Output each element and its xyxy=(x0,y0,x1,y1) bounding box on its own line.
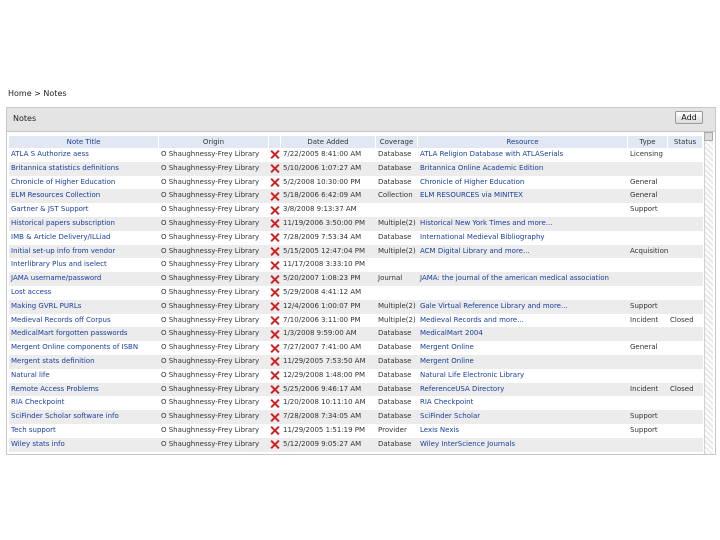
column-header-resource[interactable]: Resource xyxy=(418,136,628,148)
table-row[interactable] xyxy=(9,410,703,424)
delete-x-icon[interactable] xyxy=(271,164,280,173)
date-added-cell: 7/28/2009 7:53:34 AM xyxy=(283,232,362,241)
delete-cell[interactable] xyxy=(269,369,281,383)
delete-cell[interactable] xyxy=(269,245,281,259)
delete-cell[interactable] xyxy=(269,203,281,217)
status-cell xyxy=(668,341,703,355)
table-row[interactable] xyxy=(9,300,703,314)
status-cell xyxy=(668,410,703,424)
delete-x-icon[interactable] xyxy=(271,302,280,311)
delete-cell[interactable] xyxy=(269,410,281,424)
delete-cell[interactable] xyxy=(269,272,281,286)
table-row[interactable] xyxy=(9,424,703,438)
type-cell xyxy=(628,396,668,410)
table-row[interactable] xyxy=(9,231,703,245)
type-cell: Incident xyxy=(630,384,659,393)
delete-x-icon[interactable] xyxy=(271,440,280,449)
column-header-type[interactable]: Type xyxy=(628,136,668,148)
status-cell xyxy=(668,424,703,438)
column-header-status[interactable]: Status xyxy=(668,136,703,148)
table-row[interactable] xyxy=(9,203,703,217)
table-row[interactable] xyxy=(9,327,703,341)
origin-cell: O Shaughnessy-Frey Library xyxy=(161,343,260,352)
coverage-cell: Database xyxy=(378,163,412,172)
type-cell xyxy=(628,327,668,341)
resource-link[interactable]: RIA Checkpoint xyxy=(420,398,474,407)
table-row[interactable] xyxy=(9,341,703,355)
delete-cell[interactable] xyxy=(269,258,281,272)
origin-cell: O Shaughnessy-Frey Library xyxy=(161,246,260,255)
note-title-link[interactable]: Making GVRL PURLs xyxy=(11,301,82,310)
status-cell xyxy=(668,176,703,190)
resource-link[interactable]: ReferenceUSA Directory xyxy=(420,384,505,393)
note-title-link[interactable]: ATLA S Authorize aess xyxy=(11,150,89,158)
resource-link[interactable]: Natural Life Electronic Library xyxy=(420,370,525,379)
delete-x-icon[interactable] xyxy=(271,206,280,215)
table-row[interactable] xyxy=(9,162,703,176)
coverage-cell: Database xyxy=(378,384,412,393)
table-row[interactable] xyxy=(9,396,703,410)
date-added-cell: 7/27/2007 7:41:00 AM xyxy=(283,343,362,352)
type-cell: Support xyxy=(630,205,658,214)
status-cell xyxy=(668,438,703,452)
date-added-cell: 1/20/2008 10:11:10 AM xyxy=(283,398,366,407)
vertical-scrollbar[interactable] xyxy=(704,132,713,454)
delete-x-icon[interactable] xyxy=(271,288,280,297)
delete-x-icon[interactable] xyxy=(271,192,280,201)
resource-link[interactable]: ELM RESOURCES via MINITEX xyxy=(420,191,523,200)
resource-link[interactable]: JAMA: the journal of the american medical association xyxy=(420,274,609,283)
table-row[interactable] xyxy=(9,383,703,397)
column-header-origin[interactable]: Origin xyxy=(159,136,269,148)
note-title-link[interactable]: Mergent stats definition xyxy=(11,356,95,365)
date-added-cell: 5/2/2008 10:30:00 PM xyxy=(283,177,361,186)
table-row[interactable] xyxy=(9,438,703,452)
type-cell: Incident xyxy=(630,315,659,324)
coverage-cell: Database xyxy=(378,398,412,407)
note-title-link[interactable]: IMB & Article Delivery/ILLiad xyxy=(11,232,111,241)
status-cell xyxy=(668,162,703,176)
type-cell xyxy=(628,369,668,383)
type-cell: Support xyxy=(630,301,658,310)
delete-x-icon[interactable] xyxy=(271,385,280,394)
add-note-button[interactable]: Add xyxy=(675,111,703,124)
type-cell xyxy=(628,438,668,452)
status-cell xyxy=(668,231,703,245)
date-added-cell: 11/17/2008 3:33:10 PM xyxy=(283,260,366,269)
table-row[interactable] xyxy=(9,176,703,190)
note-title-link[interactable]: JAMA username/password xyxy=(11,274,102,283)
origin-cell: O Shaughnessy-Frey Library xyxy=(161,370,260,379)
delete-x-icon[interactable] xyxy=(271,150,280,159)
delete-cell[interactable] xyxy=(269,438,281,452)
note-title-link[interactable]: Wiley stats info xyxy=(11,439,65,448)
note-title-link[interactable]: Britannica statistics definitions xyxy=(11,163,119,172)
type-cell: General xyxy=(630,177,658,186)
date-added-cell: 12/29/2008 1:48:00 PM xyxy=(283,370,366,379)
delete-cell[interactable] xyxy=(269,162,281,176)
coverage-cell: Multiple(2) xyxy=(378,218,416,227)
delete-x-icon[interactable] xyxy=(271,178,280,187)
date-added-cell: 3/8/2008 9:13:37 AM xyxy=(283,205,357,214)
origin-cell: O Shaughnessy-Frey Library xyxy=(161,163,260,172)
coverage-cell: Database xyxy=(378,232,412,241)
status-cell: Closed xyxy=(670,315,694,324)
resource-link[interactable] xyxy=(418,203,628,217)
coverage-cell: Database xyxy=(378,343,412,352)
table-row[interactable] xyxy=(9,286,703,300)
delete-x-icon[interactable] xyxy=(271,261,280,270)
date-added-cell: 12/4/2006 1:00:07 PM xyxy=(283,301,361,310)
origin-cell: O Shaughnessy-Frey Library xyxy=(161,315,260,324)
type-cell xyxy=(628,231,668,245)
type-cell: General xyxy=(630,191,658,200)
coverage-cell: Provider xyxy=(378,425,407,434)
delete-cell[interactable] xyxy=(269,176,281,190)
note-title-link[interactable]: Historical papers subscription xyxy=(11,218,115,227)
resource-link[interactable]: International Medieval Bibliography xyxy=(420,232,545,241)
origin-cell: O Shaughnessy-Frey Library xyxy=(161,412,260,421)
coverage-cell: Multiple(2) xyxy=(378,301,416,310)
origin-cell: O Shaughnessy-Frey Library xyxy=(161,260,260,269)
note-title-link[interactable]: Chronicle of Higher Education xyxy=(11,177,116,186)
coverage-cell: Multiple(2) xyxy=(378,315,416,324)
delete-x-icon[interactable] xyxy=(271,344,280,353)
column-header-delete xyxy=(269,136,281,148)
coverage-cell xyxy=(376,258,418,272)
table-row[interactable] xyxy=(9,148,703,162)
status-cell xyxy=(668,286,703,300)
panel-title: Notes xyxy=(13,114,37,123)
delete-cell[interactable] xyxy=(269,383,281,397)
status-cell xyxy=(668,245,703,259)
note-title-link[interactable]: Interlibrary Plus and iselect xyxy=(11,260,107,269)
origin-cell: O Shaughnessy-Frey Library xyxy=(161,384,260,393)
table-row[interactable] xyxy=(9,272,703,286)
date-added-cell: 1/3/2008 9:59:00 AM xyxy=(283,329,357,338)
origin-cell: O Shaughnessy-Frey Library xyxy=(161,205,260,214)
column-header-date-added[interactable]: Date Added xyxy=(281,136,376,148)
note-title-link[interactable]: Lost access xyxy=(11,287,52,296)
table-row[interactable] xyxy=(9,369,703,383)
table-row[interactable] xyxy=(9,217,703,231)
type-cell xyxy=(628,286,668,300)
delete-cell[interactable] xyxy=(269,327,281,341)
delete-cell[interactable] xyxy=(269,424,281,438)
resource-link[interactable]: ATLA Religion Database with ATLASerials xyxy=(420,150,564,158)
origin-cell: O Shaughnessy-Frey Library xyxy=(161,356,260,365)
note-title-link[interactable]: RIA Checkpoint xyxy=(11,398,65,407)
resource-link[interactable]: Mergent Online xyxy=(420,356,474,365)
column-header-coverage[interactable]: Coverage xyxy=(376,136,418,148)
origin-cell: O Shaughnessy-Frey Library xyxy=(161,287,260,296)
origin-cell: O Shaughnessy-Frey Library xyxy=(161,301,260,310)
coverage-cell: Journal xyxy=(378,274,403,283)
panel-header xyxy=(7,108,715,132)
date-added-cell: 5/25/2006 9:46:17 AM xyxy=(283,384,362,393)
delete-x-icon[interactable] xyxy=(271,275,280,284)
breadcrumb-separator: > xyxy=(34,89,41,98)
coverage-cell: Database xyxy=(378,329,412,338)
resource-link[interactable] xyxy=(418,258,628,272)
note-title-link[interactable]: ELM Resources Collection xyxy=(11,191,101,200)
origin-cell: O Shaughnessy-Frey Library xyxy=(161,329,260,338)
status-cell xyxy=(668,355,703,369)
coverage-cell: Database xyxy=(378,412,412,421)
scroll-up-arrow-icon[interactable] xyxy=(704,132,713,141)
breadcrumb-home[interactable]: Home xyxy=(8,89,32,98)
table-row[interactable] xyxy=(9,355,703,369)
delete-cell[interactable] xyxy=(269,314,281,328)
origin-cell: O Shaughnessy-Frey Library xyxy=(161,177,260,186)
note-title-link[interactable]: Remote Access Problems xyxy=(11,384,99,393)
resource-link[interactable]: Wiley InterScience Journals xyxy=(420,439,515,448)
delete-x-icon[interactable] xyxy=(271,371,280,380)
type-cell xyxy=(628,355,668,369)
coverage-cell: Collection xyxy=(378,191,413,200)
resource-link[interactable]: Mergent Online xyxy=(420,343,474,352)
date-added-cell: 5/20/2007 1:08:23 PM xyxy=(283,274,361,283)
date-added-cell: 5/29/2008 4:41:12 AM xyxy=(283,287,362,296)
table-row[interactable] xyxy=(9,258,703,272)
date-added-cell: 5/10/2006 1:07:27 AM xyxy=(283,163,362,172)
note-title-link[interactable]: Tech support xyxy=(11,425,56,434)
resource-link[interactable]: ACM Digital Library and more... xyxy=(420,246,530,255)
delete-x-icon[interactable] xyxy=(271,247,280,256)
note-title-link[interactable]: Gartner & JST Support xyxy=(11,205,89,214)
type-cell: General xyxy=(630,343,658,352)
delete-x-icon[interactable] xyxy=(271,316,280,325)
status-cell xyxy=(668,148,703,162)
delete-x-icon[interactable] xyxy=(271,426,280,435)
status-cell xyxy=(668,300,703,314)
status-cell xyxy=(668,217,703,231)
note-title-link[interactable]: Natural life xyxy=(11,370,50,379)
type-cell xyxy=(628,217,668,231)
note-title-link[interactable]: MedicalMart forgotten passwords xyxy=(11,329,128,338)
table-row[interactable] xyxy=(9,245,703,259)
delete-cell[interactable] xyxy=(269,300,281,314)
origin-cell: O Shaughnessy-Frey Library xyxy=(161,150,260,158)
resource-link[interactable]: Gale Virtual Reference Library and more... xyxy=(420,301,568,310)
date-added-cell: 7/10/2006 3:11:00 PM xyxy=(283,315,361,324)
coverage-cell: Multiple(2) xyxy=(378,246,416,255)
delete-cell[interactable] xyxy=(269,231,281,245)
origin-cell: O Shaughnessy-Frey Library xyxy=(161,425,260,434)
delete-cell[interactable] xyxy=(269,148,281,162)
note-title-link[interactable]: SciFinder Scholar software info xyxy=(11,412,119,421)
coverage-cell xyxy=(376,286,418,300)
note-title-link[interactable]: Initial set-up info from vendor xyxy=(11,246,116,255)
type-cell: Licensing xyxy=(630,150,663,158)
delete-x-icon[interactable] xyxy=(271,330,280,339)
delete-x-icon[interactable] xyxy=(271,399,280,408)
note-title-link[interactable]: Mergent Online components of ISBN xyxy=(11,343,139,352)
delete-cell[interactable] xyxy=(269,396,281,410)
origin-cell: O Shaughnessy-Frey Library xyxy=(161,274,260,283)
status-cell xyxy=(668,258,703,272)
origin-cell: O Shaughnessy-Frey Library xyxy=(161,439,260,448)
delete-x-icon[interactable] xyxy=(271,413,280,422)
notes-table xyxy=(9,136,703,452)
resource-link[interactable]: Historical New York Times and more... xyxy=(420,218,553,227)
date-added-cell: 5/15/2005 12:47:04 PM xyxy=(283,246,366,255)
delete-cell[interactable] xyxy=(269,355,281,369)
breadcrumb-current: Notes xyxy=(43,89,67,98)
delete-x-icon[interactable] xyxy=(271,357,280,366)
resource-link[interactable]: MedicalMart 2004 xyxy=(420,329,483,338)
table-row[interactable] xyxy=(9,314,703,328)
date-added-cell: 11/29/2005 1:51:19 PM xyxy=(283,425,366,434)
resource-link[interactable]: Medieval Records and more... xyxy=(420,315,524,324)
type-cell xyxy=(628,272,668,286)
column-header-note-title[interactable]: Note Title xyxy=(9,136,159,148)
date-added-cell: 7/22/2005 8:41:00 AM xyxy=(283,150,362,158)
type-cell: Acquisition xyxy=(630,246,668,255)
table-row[interactable] xyxy=(9,189,703,203)
delete-cell[interactable] xyxy=(269,286,281,300)
note-title-link[interactable]: Medieval Records off Corpus xyxy=(11,315,111,324)
coverage-cell: Database xyxy=(378,356,412,365)
date-added-cell: 7/28/2008 7:34:05 AM xyxy=(283,412,362,421)
type-cell xyxy=(628,162,668,176)
coverage-cell xyxy=(376,203,418,217)
status-cell xyxy=(668,203,703,217)
coverage-cell: Database xyxy=(378,177,412,186)
table-header-row xyxy=(9,136,703,148)
status-cell xyxy=(668,272,703,286)
delete-cell[interactable] xyxy=(269,341,281,355)
origin-cell: O Shaughnessy-Frey Library xyxy=(161,218,260,227)
delete-x-icon[interactable] xyxy=(271,233,280,242)
date-added-cell: 5/12/2009 9:05:27 AM xyxy=(283,439,362,448)
status-cell xyxy=(668,369,703,383)
type-cell: Support xyxy=(630,425,658,434)
origin-cell: O Shaughnessy-Frey Library xyxy=(161,398,260,407)
delete-cell[interactable] xyxy=(269,217,281,231)
resource-link[interactable]: Chronicle of Higher Education xyxy=(420,177,525,186)
date-added-cell: 5/18/2006 6:42:09 AM xyxy=(283,191,362,200)
status-cell xyxy=(668,189,703,203)
resource-link[interactable]: Britannica Online Academic Edition xyxy=(420,163,544,172)
status-cell xyxy=(668,396,703,410)
status-cell xyxy=(668,327,703,341)
delete-x-icon[interactable] xyxy=(271,219,280,228)
resource-link[interactable]: SciFinder Scholar xyxy=(420,412,481,421)
type-cell: Support xyxy=(630,412,658,421)
origin-cell: O Shaughnessy-Frey Library xyxy=(161,232,260,241)
breadcrumb xyxy=(8,89,67,98)
origin-cell: O Shaughnessy-Frey Library xyxy=(161,191,260,200)
delete-cell[interactable] xyxy=(269,189,281,203)
table-body xyxy=(9,148,703,452)
notes-screen xyxy=(0,85,720,455)
date-added-cell: 11/29/2005 7:53:50 AM xyxy=(283,356,366,365)
date-added-cell: 11/19/2006 3:50:00 PM xyxy=(283,218,366,227)
resource-link[interactable] xyxy=(418,286,628,300)
coverage-cell: Database xyxy=(378,150,412,158)
resource-link[interactable]: Lexis Nexis xyxy=(420,425,460,434)
notes-panel xyxy=(6,107,716,455)
status-cell: Closed xyxy=(670,384,694,393)
coverage-cell: Database xyxy=(378,439,412,448)
type-cell xyxy=(628,258,668,272)
coverage-cell: Database xyxy=(378,370,412,379)
